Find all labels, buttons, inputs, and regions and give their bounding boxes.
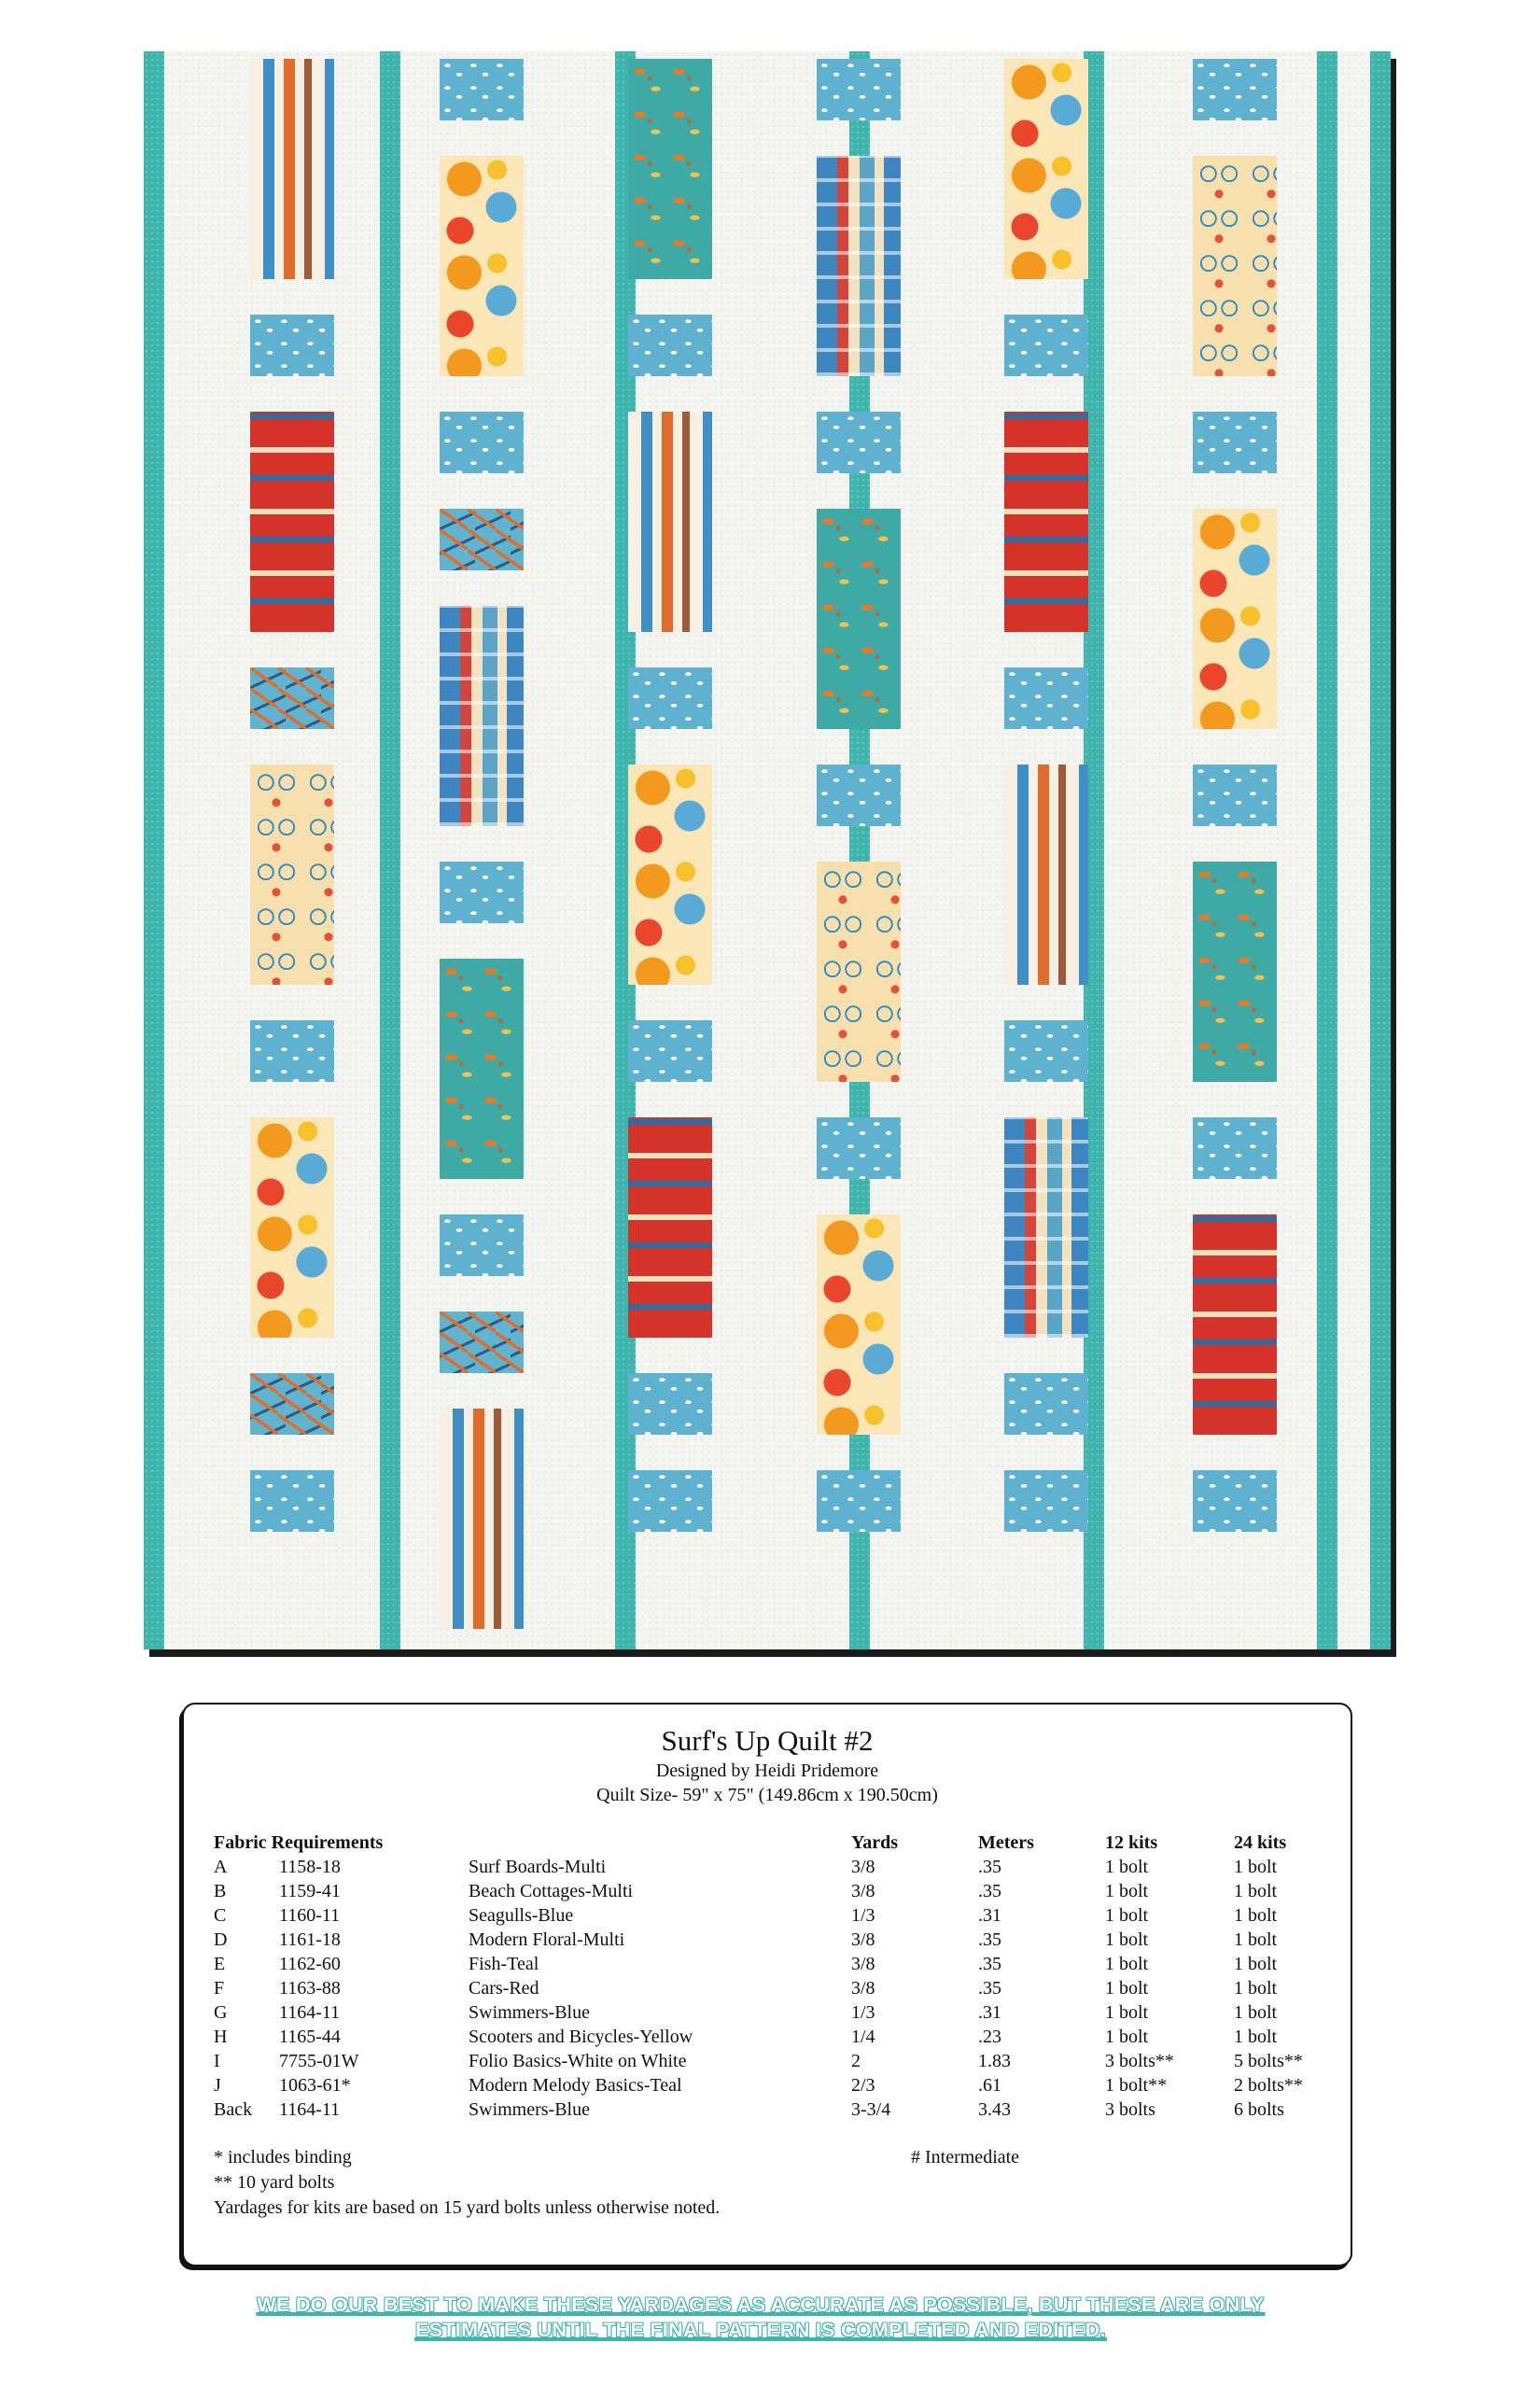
fabric-block-C	[1004, 1470, 1088, 1532]
yardage-disclaimer	[203, 2293, 1319, 2343]
table-cell: 1 bolt	[1234, 1929, 1278, 1950]
fabric-block-E	[440, 959, 524, 1179]
fabric-block-C	[440, 862, 524, 923]
fabric-block-D	[1193, 509, 1277, 729]
table-header-row	[214, 1831, 1337, 1855]
fabric-block-C	[1193, 412, 1277, 473]
col-header-12-kits: 12 kits	[1105, 1831, 1158, 1853]
fabric-block-C	[250, 315, 334, 376]
fabric-block-G	[250, 1373, 334, 1435]
fabric-block-F	[1004, 412, 1088, 632]
fabric-block-H	[1193, 156, 1277, 376]
table-cell: 1 bolt	[1234, 2001, 1278, 2023]
fabric-block-C	[1193, 765, 1277, 826]
fabric-block-C	[1193, 1470, 1277, 1532]
table-cell: 3/8	[851, 1929, 875, 1950]
table-row	[214, 1928, 1337, 1952]
table-cell: 1160-11	[279, 1904, 341, 1926]
table-cell: 1 bolt	[1105, 2001, 1149, 2023]
table-row	[214, 2073, 1337, 2097]
fabric-block-G	[250, 667, 334, 729]
table-cell: Modern Melody Basics-Teal	[469, 2074, 682, 2096]
fabric-block-C	[440, 412, 524, 473]
table-cell: Back	[214, 2098, 253, 2120]
table-cell: D	[214, 1929, 228, 1950]
table-cell: G	[214, 2001, 228, 2023]
fabric-block-H	[250, 765, 334, 985]
fabric-block-C	[628, 1470, 712, 1532]
fabric-block-C	[817, 412, 901, 473]
fabric-block-C	[817, 765, 901, 826]
fabric-block-C	[817, 1470, 901, 1532]
table-cell: .23	[978, 2026, 1001, 2047]
fabric-requirements-table	[214, 1831, 1337, 2122]
table-cell: 1/4	[851, 2026, 875, 2047]
table-row	[214, 2025, 1337, 2049]
table-cell: 1 bolt	[1105, 1953, 1149, 1974]
table-row	[214, 2000, 1337, 2025]
fabric-block-D	[1004, 59, 1088, 279]
fabric-block-A	[440, 1409, 524, 1629]
table-cell: 1163-88	[279, 1977, 341, 1999]
table-cell: 1 bolt	[1105, 1977, 1149, 1999]
col-header-fabric-requirements: Fabric Requirements	[214, 1831, 384, 1853]
table-cell: J	[214, 2074, 221, 2096]
table-cell: 3 bolts	[1105, 2098, 1155, 2120]
table-cell: 3.43	[978, 2098, 1011, 2120]
table-cell: 1 bolt	[1234, 1977, 1278, 1999]
table-cell: 1164-11	[279, 2098, 341, 2120]
table-cell: 1158-18	[279, 1856, 341, 1877]
table-cell: .35	[978, 1856, 1001, 1877]
table-cell: 1164-11	[279, 2001, 341, 2023]
table-cell: E	[214, 1953, 226, 1974]
table-cell: Surf Boards-Multi	[469, 1856, 607, 1877]
footnote-bolts: ** 10 yard bolts	[214, 2172, 335, 2193]
table-cell: 1063-61*	[279, 2074, 351, 2096]
pattern-title: Surf's Up Quilt #2	[661, 1724, 874, 1757]
pattern-header	[184, 1723, 1351, 1807]
table-cell: B	[214, 1880, 227, 1901]
table-cell: 1 bolt	[1234, 1856, 1278, 1877]
fabric-requirements-panel	[182, 1703, 1352, 2266]
skill-level: # Intermediate	[911, 2147, 1020, 2168]
fabric-block-C	[817, 1117, 901, 1179]
table-row	[214, 1976, 1337, 2000]
table-cell: .35	[978, 1977, 1001, 1999]
disclaimer-line-2: ESTIMATES UNTIL THE FINAL PATTERN IS COMPLETED AND EDITED.	[415, 2319, 1106, 2341]
fabric-block-C	[440, 1214, 524, 1276]
table-cell: C	[214, 1904, 227, 1926]
col-header-yards: Yards	[851, 1831, 899, 1853]
table-row	[214, 1952, 1337, 1976]
table-cell: .35	[978, 1880, 1001, 1901]
col-header-meters: Meters	[978, 1831, 1034, 1853]
quilt-illustration	[144, 51, 1391, 1649]
quilt-size: Quilt Size- 59" x 75" (149.86cm x 190.50cm)	[596, 1785, 938, 1805]
footnotes	[214, 2145, 720, 2221]
table-cell: 3/8	[851, 1856, 875, 1877]
disclaimer-line-1: WE DO OUR BEST TO MAKE THESE YARDAGES AS ACCURATE AS POSSIBLE, BUT THESE ARE ONLY	[257, 2294, 1265, 2316]
table-row	[214, 1855, 1337, 1879]
table-cell: .35	[978, 1929, 1001, 1950]
fabric-block-C	[1004, 1020, 1088, 1082]
table-cell: 1/3	[851, 2001, 875, 2023]
fabric-block-C	[1004, 1373, 1088, 1435]
fabric-block-C	[628, 1373, 712, 1435]
fabric-block-H	[817, 862, 901, 1082]
fabric-block-E	[817, 509, 901, 729]
table-cell: Folio Basics-White on White	[469, 2050, 687, 2071]
designer-credit: Designed by Heidi Pridemore	[655, 1761, 879, 1781]
fabric-block-C	[1004, 315, 1088, 376]
table-cell: 1 bolt	[1105, 1929, 1149, 1950]
table-cell: Cars-Red	[469, 1977, 539, 1999]
footnote-kits: Yardages for kits are based on 15 yard bolts unless otherwise noted.	[214, 2197, 721, 2218]
teal-sashing-strip	[144, 51, 164, 1649]
table-cell: Swimmers-Blue	[469, 2001, 590, 2023]
fabric-block-B	[817, 156, 901, 376]
fabric-block-C	[817, 59, 901, 120]
table-row	[214, 1903, 1337, 1928]
table-cell: 1 bolt	[1234, 1953, 1278, 1974]
table-cell: 3/8	[851, 1953, 875, 1974]
fabric-block-C	[628, 1020, 712, 1082]
table-cell: 1 bolt**	[1105, 2074, 1168, 2096]
fabric-block-G	[440, 1312, 524, 1373]
table-cell: 3/8	[851, 1880, 875, 1901]
fabric-block-F	[250, 412, 334, 632]
table-cell: 3-3/4	[851, 2098, 891, 2120]
table-cell: 1 bolt	[1234, 1904, 1278, 1926]
table-cell: 3 bolts**	[1105, 2050, 1174, 2071]
table-cell: .31	[978, 1904, 1001, 1926]
table-cell: Scooters and Bicycles-Yellow	[469, 2026, 693, 2047]
fabric-block-E	[628, 59, 712, 279]
table-cell: 7755-01W	[279, 2050, 359, 2071]
table-cell: 1 bolt	[1234, 2026, 1278, 2047]
table-cell: 6 bolts	[1234, 2098, 1284, 2120]
table-cell: 3/8	[851, 1977, 875, 1999]
fabric-block-C	[1193, 1117, 1277, 1179]
fabric-block-D	[817, 1214, 901, 1435]
table-cell: 1 bolt	[1105, 1856, 1149, 1877]
table-cell: I	[214, 2050, 220, 2071]
fabric-block-C	[250, 1020, 334, 1082]
table-cell: .35	[978, 1953, 1001, 1974]
fabric-block-D	[440, 156, 524, 376]
table-cell: 1 bolt	[1234, 1880, 1278, 1901]
table-cell: Modern Floral-Multi	[469, 1929, 625, 1950]
fabric-block-C	[440, 59, 524, 120]
fabric-block-B	[1004, 1117, 1088, 1338]
fabric-block-E	[1193, 862, 1277, 1082]
col-header-24-kits: 24 kits	[1234, 1831, 1287, 1853]
table-cell: H	[214, 2026, 228, 2047]
table-cell: .61	[978, 2074, 1001, 2096]
fabric-block-D	[250, 1117, 334, 1338]
table-cell: 2/3	[851, 2074, 875, 2096]
fabric-block-F	[628, 1117, 712, 1338]
table-cell: 1/3	[851, 1904, 875, 1926]
fabric-block-B	[440, 606, 524, 826]
fabric-block-C	[628, 667, 712, 729]
fabric-block-A	[250, 59, 334, 279]
table-cell: Beach Cottages-Multi	[469, 1880, 634, 1901]
table-cell: 1165-44	[279, 2026, 341, 2047]
fabric-block-C	[1004, 667, 1088, 729]
table-cell: 1.83	[978, 2050, 1011, 2071]
fabric-block-C	[1193, 59, 1277, 120]
fabric-block-A	[1004, 765, 1088, 985]
footnote-binding: * includes binding	[214, 2147, 352, 2168]
table-row	[214, 1879, 1337, 1903]
table-cell: 1162-60	[279, 1953, 341, 1974]
fabric-block-C	[628, 315, 712, 376]
table-cell: .31	[978, 2001, 1001, 2023]
table-cell: Fish-Teal	[469, 1953, 539, 1974]
table-cell: Swimmers-Blue	[469, 2098, 590, 2120]
table-cell: 1159-41	[279, 1880, 341, 1901]
teal-sashing-strip	[380, 51, 400, 1649]
fabric-block-C	[250, 1470, 334, 1532]
table-cell: A	[214, 1856, 228, 1877]
teal-sashing-strip	[1370, 51, 1391, 1649]
table-cell: 2	[851, 2050, 861, 2071]
table-row	[214, 2097, 1337, 2122]
table-row	[214, 2049, 1337, 2073]
table-cell: 1 bolt	[1105, 2026, 1149, 2047]
fabric-block-D	[628, 765, 712, 985]
table-cell: 2 bolts**	[1234, 2074, 1303, 2096]
table-cell: 1 bolt	[1105, 1904, 1149, 1926]
table-cell: F	[214, 1977, 225, 1999]
teal-sashing-strip	[1317, 51, 1337, 1649]
fabric-block-F	[1193, 1214, 1277, 1435]
table-cell: 5 bolts**	[1234, 2050, 1303, 2071]
table-cell: Seagulls-Blue	[469, 1904, 574, 1926]
table-cell: 1 bolt	[1105, 1880, 1149, 1901]
fabric-block-G	[440, 509, 524, 570]
table-cell: 1161-18	[279, 1929, 341, 1950]
fabric-block-A	[628, 412, 712, 632]
